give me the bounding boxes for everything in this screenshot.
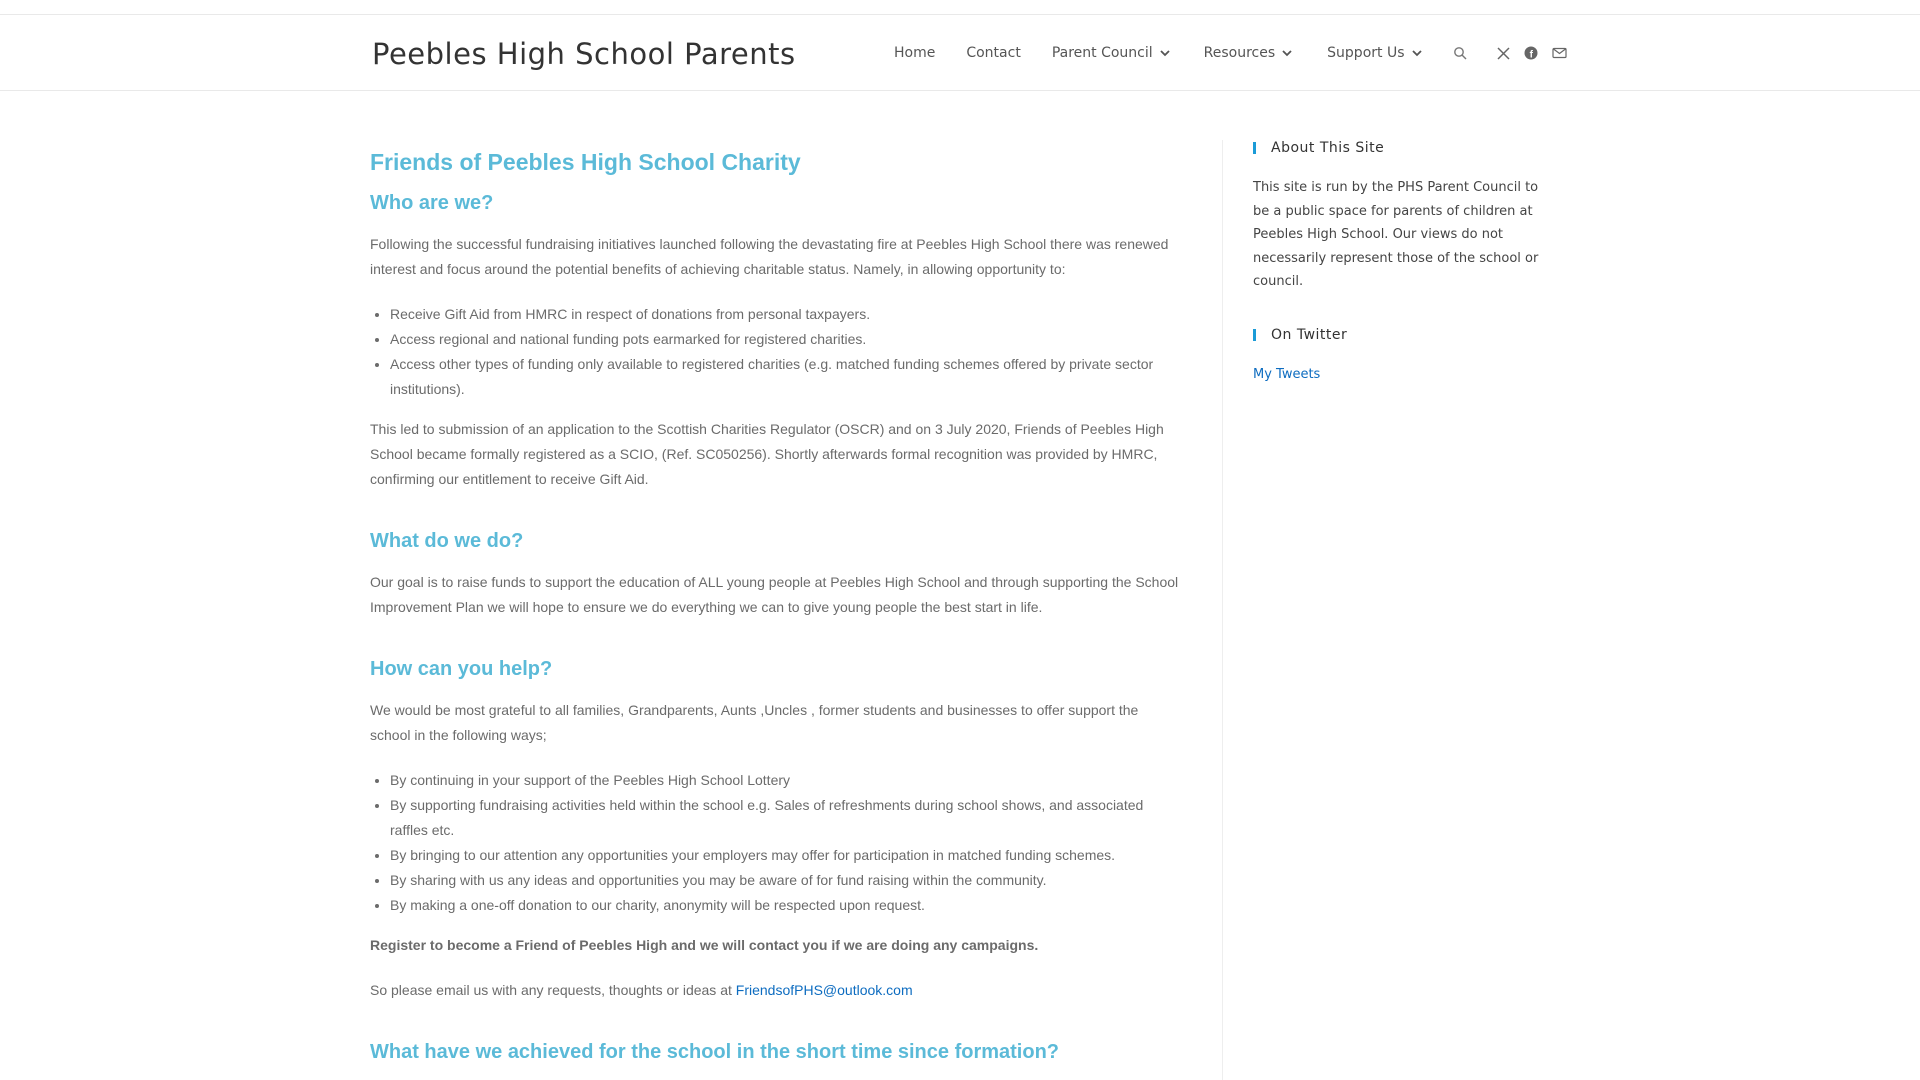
my-tweets-link[interactable]: My Tweets [1253,366,1321,382]
main-nav [880,15,1567,91]
x-twitter-icon[interactable] [1497,47,1510,60]
charity-benefits-list [390,302,1180,402]
list-item: • By bringing to our attention any opportunities your employers may offer for participation in matched funding schemes. [390,843,1180,868]
register-callout: Register to become a Friend of Peebles High and we will contact you if we are doing any campaigns. [370,936,1039,953]
main-content [370,92,1180,1064]
twitter-widget [1253,326,1553,383]
widget-title-twitter: On Twitter [1253,329,1553,341]
section-heading-how: How can you help? [370,657,553,680]
about-text: This site is run by the PHS Parent Council to be a public space for parents of children at Peebles High School. Our views do not necessarily represent those of the school or council. [1253,180,1539,289]
nav-item-support-us[interactable] [1327,45,1422,61]
nav-item-parent-council[interactable] [1052,45,1171,61]
chevron-down-icon [1281,47,1293,59]
chevron-down-icon [1411,47,1423,59]
list-item: • By sharing with us any ideas and opportunities you may be aware of for fund raising within the community. [390,868,1180,893]
section-heading-what: What do we do? [370,529,524,552]
list-item: • By supporting fundraising activities held within the school e.g. Sales of refreshments during school shows, and associated raffles etc. [390,793,1180,843]
nav-item-label: Parent Council [1051,45,1153,61]
chevron-down-icon [1159,47,1171,59]
list-item: • Receive Gift Aid from HMRC in respect of donations from personal taxpayers. [390,302,1180,327]
nav-item-label: Resources [1203,45,1276,61]
about-widget [1253,142,1553,294]
section-heading-who: Who are we? [370,191,494,214]
list-item: • Access regional and national funding pots earmarked for registered charities. [390,327,1180,352]
nav-item-home[interactable]: Home [894,45,936,61]
sidebar [1253,92,1553,383]
site-header [0,15,1920,91]
nav-item-contact[interactable]: Contact [966,45,1021,61]
list-item: • By making a one-off donation to our charity, anonymity will be respected upon request. [390,893,1180,918]
email-prefix-text: So please email us with any requests, thoughts or ideas at [370,981,736,998]
page-title: Friends of Peebles High School Charity [370,149,801,175]
how-intro-paragraph: We would be most grateful to all families, Grandparents, Aunts ,Uncles , former students and businesses to offer support the school in the following ways; [370,701,1139,743]
email-paragraph [370,978,1180,1003]
sidebar-divider [1222,140,1223,1080]
who-intro-paragraph: Following the successful fundraising initiatives launched following the devastating fire at Peebles High School there was renewed interest and focus around the potential benefits of achieving charitable status. Namely, in allowing opportunity to: [370,235,1169,277]
nav-item-resources[interactable] [1204,45,1294,61]
who-outro-paragraph: This led to submission of an application to the Scottish Charities Regulator (OSCR) and on 3 July 2020, Friends of Peebles High School became formally registered as a SCIO, (Ref. SC050256). Shortly afterwards formal recognition was provided by HMRC, confirming our entitlement to receive Gift Aid. [370,420,1164,487]
list-item: • Access other types of funding only available to registered charities (e.g. matched funding schemes offered by private sector institutions). [390,352,1180,402]
widget-title-about: About This Site [1253,142,1553,154]
facebook-icon[interactable] [1524,46,1538,60]
twitter-link-row [1253,365,1553,383]
top-bar [0,0,1920,15]
site-title-link[interactable]: Peebles High School Parents [372,37,796,71]
email-link[interactable]: FriendsofPHS@outlook.com [735,981,913,998]
list-item: • By continuing in your support of the Peebles High School Lottery [390,768,1180,793]
support-ways-list [390,768,1180,918]
what-paragraph: Our goal is to raise funds to support the education of ALL young people at Peebles High School and through supporting the School Improvement Plan we will hope to ensure we do everything we can to give young people the best start in life. [370,573,1179,615]
nav-item-label: Support Us [1327,45,1405,61]
svg-text:f: f [1529,49,1533,60]
search-icon[interactable] [1453,46,1467,60]
mail-icon[interactable] [1552,47,1567,59]
section-heading-achieved: What have we achieved for the school in the short time since formation? [370,1040,1060,1063]
